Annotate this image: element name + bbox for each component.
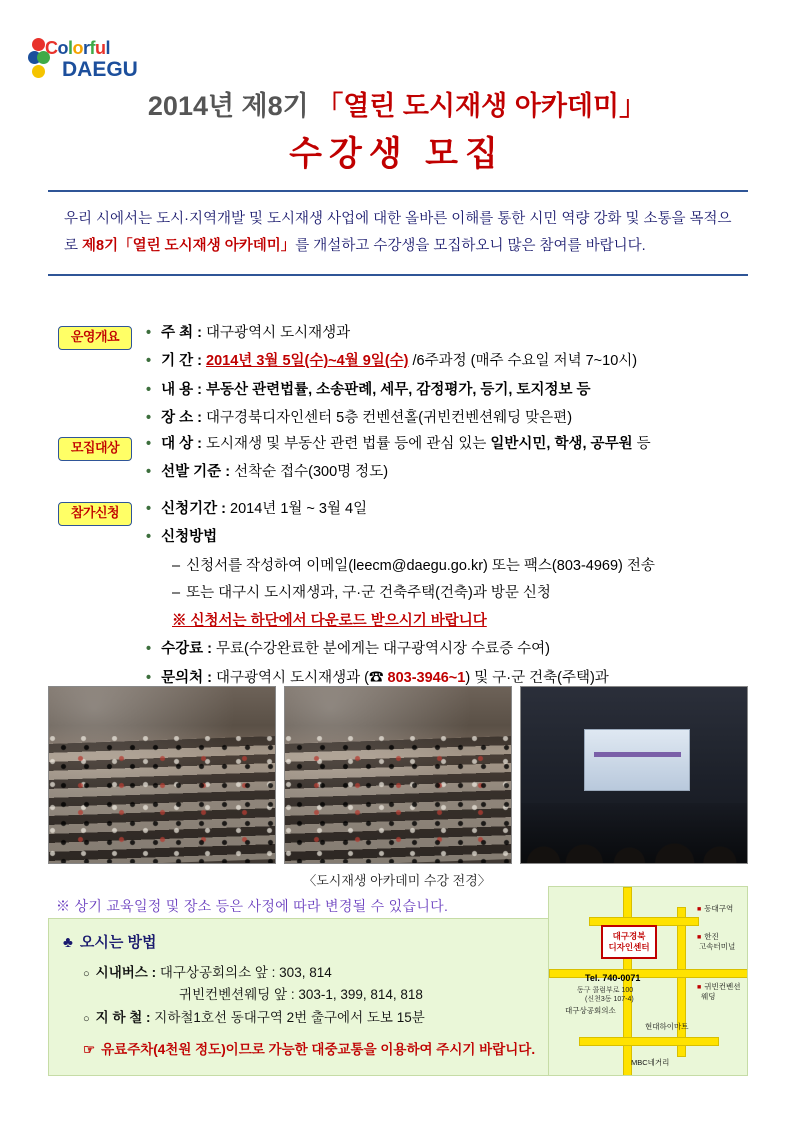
bullet-circle-icon xyxy=(83,965,96,980)
overview-row-period xyxy=(146,350,637,372)
logo-colorful-text: Colorful xyxy=(45,38,111,58)
target-selection-value: 선착순 접수(300명 정도) xyxy=(234,464,389,481)
map-label-guibin-2: 웨딩 xyxy=(701,992,716,1001)
apply-fee-label: 수강료 : xyxy=(161,641,212,658)
map-center-marker: 대구경북 디자인센터 xyxy=(601,925,657,959)
apply-contact-phone: 803-3946~1 xyxy=(387,669,466,686)
apply-download-note: ※ 신청서는 하단에서 다운로드 받으시기 바랍니다 xyxy=(172,612,487,629)
map-label-mbc: MBC네거리 xyxy=(631,1058,670,1067)
map-label-hanjin: ■ 한진 xyxy=(697,931,719,942)
apply-contact-pre: 대구광역시 도시재생과 ( xyxy=(216,669,369,686)
directions-subway-row xyxy=(83,1006,425,1026)
title-highlight: 「열린 도시재생 아카데미」 xyxy=(316,91,647,121)
map-label-hanjin-2: 고속터미널 xyxy=(699,942,736,951)
logo-dot-yellow xyxy=(32,65,45,78)
page-title-line1 xyxy=(0,84,794,123)
phone-icon: ☎ xyxy=(369,669,384,686)
section-label-target: 모집대상 xyxy=(58,437,132,461)
overview-content-value: 부동산 관련법률, 소송판례, 세무, 감정평가, 등기, 토지정보 등 xyxy=(206,381,591,398)
photo-screen-presentation xyxy=(520,686,748,864)
target-row-selection xyxy=(146,461,651,483)
target-row-audience xyxy=(146,433,651,455)
overview-content-label: 내 용 : xyxy=(161,381,203,398)
overview-host-label: 주 최 : xyxy=(161,325,203,341)
overview-host-value: 대구광역시 도시재생과 xyxy=(206,325,351,341)
directions-bus-label: 시내버스 : xyxy=(95,965,157,980)
overview-row-host xyxy=(146,322,637,344)
target-audience-post: 등 xyxy=(632,436,651,452)
directions-bus-value2: 귀빈컨벤션웨딩 앞 : 303-1, 399, 814, 818 xyxy=(179,987,423,1002)
daegu-logo xyxy=(28,36,158,88)
map-address-2: (신천3동 107-4) xyxy=(585,996,634,1003)
apply-method-label: 신청방법 xyxy=(161,529,218,546)
directions-bus-value: 대구상공회의소 앞 : 303, 814 xyxy=(159,965,332,980)
apply-period-label: 신청기간 : xyxy=(161,501,226,517)
overview-period-dates: 2014년 3월 5일(수)~4월 9일(수) xyxy=(206,353,409,370)
section-target-body xyxy=(146,433,651,490)
location-map xyxy=(548,886,748,1076)
directions-title: ♣ 오시는 방법 xyxy=(63,931,156,952)
intro-part2: 를 개설하고 수강생을 모집하오니 많은 참여를 바랍니다. xyxy=(295,237,646,254)
intro-paragraph xyxy=(48,190,748,276)
map-road-horizontal-main xyxy=(549,969,748,978)
target-audience-pre: 도시재생 및 부동산 관련 법률 등에 관심 있는 xyxy=(206,436,491,452)
directions-subway-label: 지 하 철 : xyxy=(95,1010,151,1025)
overview-place-label: 장 소 : xyxy=(161,410,203,427)
apply-row-method xyxy=(146,526,655,548)
map-label-dongdaegu: ■ 동대구역 xyxy=(697,903,733,914)
directions-bus-row xyxy=(83,961,332,981)
section-label-apply: 참가신청 xyxy=(58,502,132,526)
overview-row-content xyxy=(146,379,637,401)
apply-row-fee xyxy=(146,638,655,660)
target-audience-label: 대 상 : xyxy=(161,436,203,452)
intro-emphasis: 제8기「열린 도시재생 아카데미」 xyxy=(82,237,296,254)
logo-city-name: DAEGU xyxy=(62,58,138,81)
section-label-overview: 운영개요 xyxy=(58,326,132,350)
map-road-vertical-right xyxy=(677,907,686,1057)
map-label-sanggong: 대구상공회의소 xyxy=(565,1006,616,1015)
overview-row-place xyxy=(146,407,637,429)
apply-contact-post: ) 및 구·군 건축(주택)과 xyxy=(465,669,609,686)
directions-subway-value: 지하철1호선 동대구역 2번 출구에서 도보 15분 xyxy=(154,1010,425,1025)
parking-warning: ☞ 유료주차(4천원 정도)이므로 가능한 대중교통을 이용하여 주시기 바랍니다. xyxy=(83,1038,535,1058)
apply-method-item-2: – 또는 대구시 도시재생과, 구·군 건축주택(건축)과 방문 신청 xyxy=(172,582,655,604)
section-apply-body xyxy=(146,498,655,695)
schedule-change-notice: ※ 상기 교육일정 및 장소 등은 사정에 따라 변경될 수 있습니다. xyxy=(56,898,449,914)
bullet-circle-icon-2 xyxy=(83,1010,96,1025)
map-address-1: 동구 콜럼부로 100 xyxy=(577,987,634,994)
target-selection-label: 선발 기준 : xyxy=(161,464,231,481)
section-overview-body xyxy=(146,322,637,436)
map-label-hyundai: 현대하이마트 xyxy=(645,1022,689,1031)
logo-dot-red xyxy=(32,38,45,51)
overview-period-rest: /6주과정 (매주 수요일 저녁 7~10시) xyxy=(408,353,638,370)
map-tel: Tel. 740-0071 xyxy=(585,973,641,983)
photo-audience-1 xyxy=(48,686,276,864)
map-road-horizontal-lower xyxy=(579,1037,719,1046)
apply-contact-label: 문의처 : xyxy=(161,669,212,686)
photo-gallery xyxy=(48,686,748,864)
page-title-line2: 수강생 모집 xyxy=(289,135,505,173)
apply-fee-value: 무료(수강완료한 분에게는 대구광역시장 수료증 수여) xyxy=(216,641,550,658)
apply-row-period xyxy=(146,498,655,520)
map-label-guibin: ■ 귀빈컨벤션 xyxy=(697,981,740,992)
apply-period-value: 2014년 1월 ~ 3월 4일 xyxy=(230,501,368,517)
photo-audience-2 xyxy=(284,686,512,864)
overview-place-value: 대구경북디자인센터 5층 컨벤션홀(귀빈컨벤션웨딩 맞은편) xyxy=(206,410,573,427)
title-prefix: 2014년 제8기 xyxy=(147,91,317,121)
apply-method-item-1: – 신청서를 작성하여 이메일(leecm@daegu.go.kr) 또는 팩스(803-4969) 전송 xyxy=(172,555,655,577)
photo-caption: 〈도시재생 아카데미 수강 전경〉 xyxy=(303,873,491,888)
directions-bus-row-2 xyxy=(179,983,423,1003)
overview-period-label: 기 간 : xyxy=(161,353,203,370)
target-audience-bold: 일반시민, 학생, 공무원 xyxy=(490,436,633,452)
intro-part1: 우리 시에서는 도시·지역개발 및 도시재생 사업에 대한 올바른 이해를 통한 시민 역량 강화 및 소통을 목적으로 xyxy=(64,211,732,254)
